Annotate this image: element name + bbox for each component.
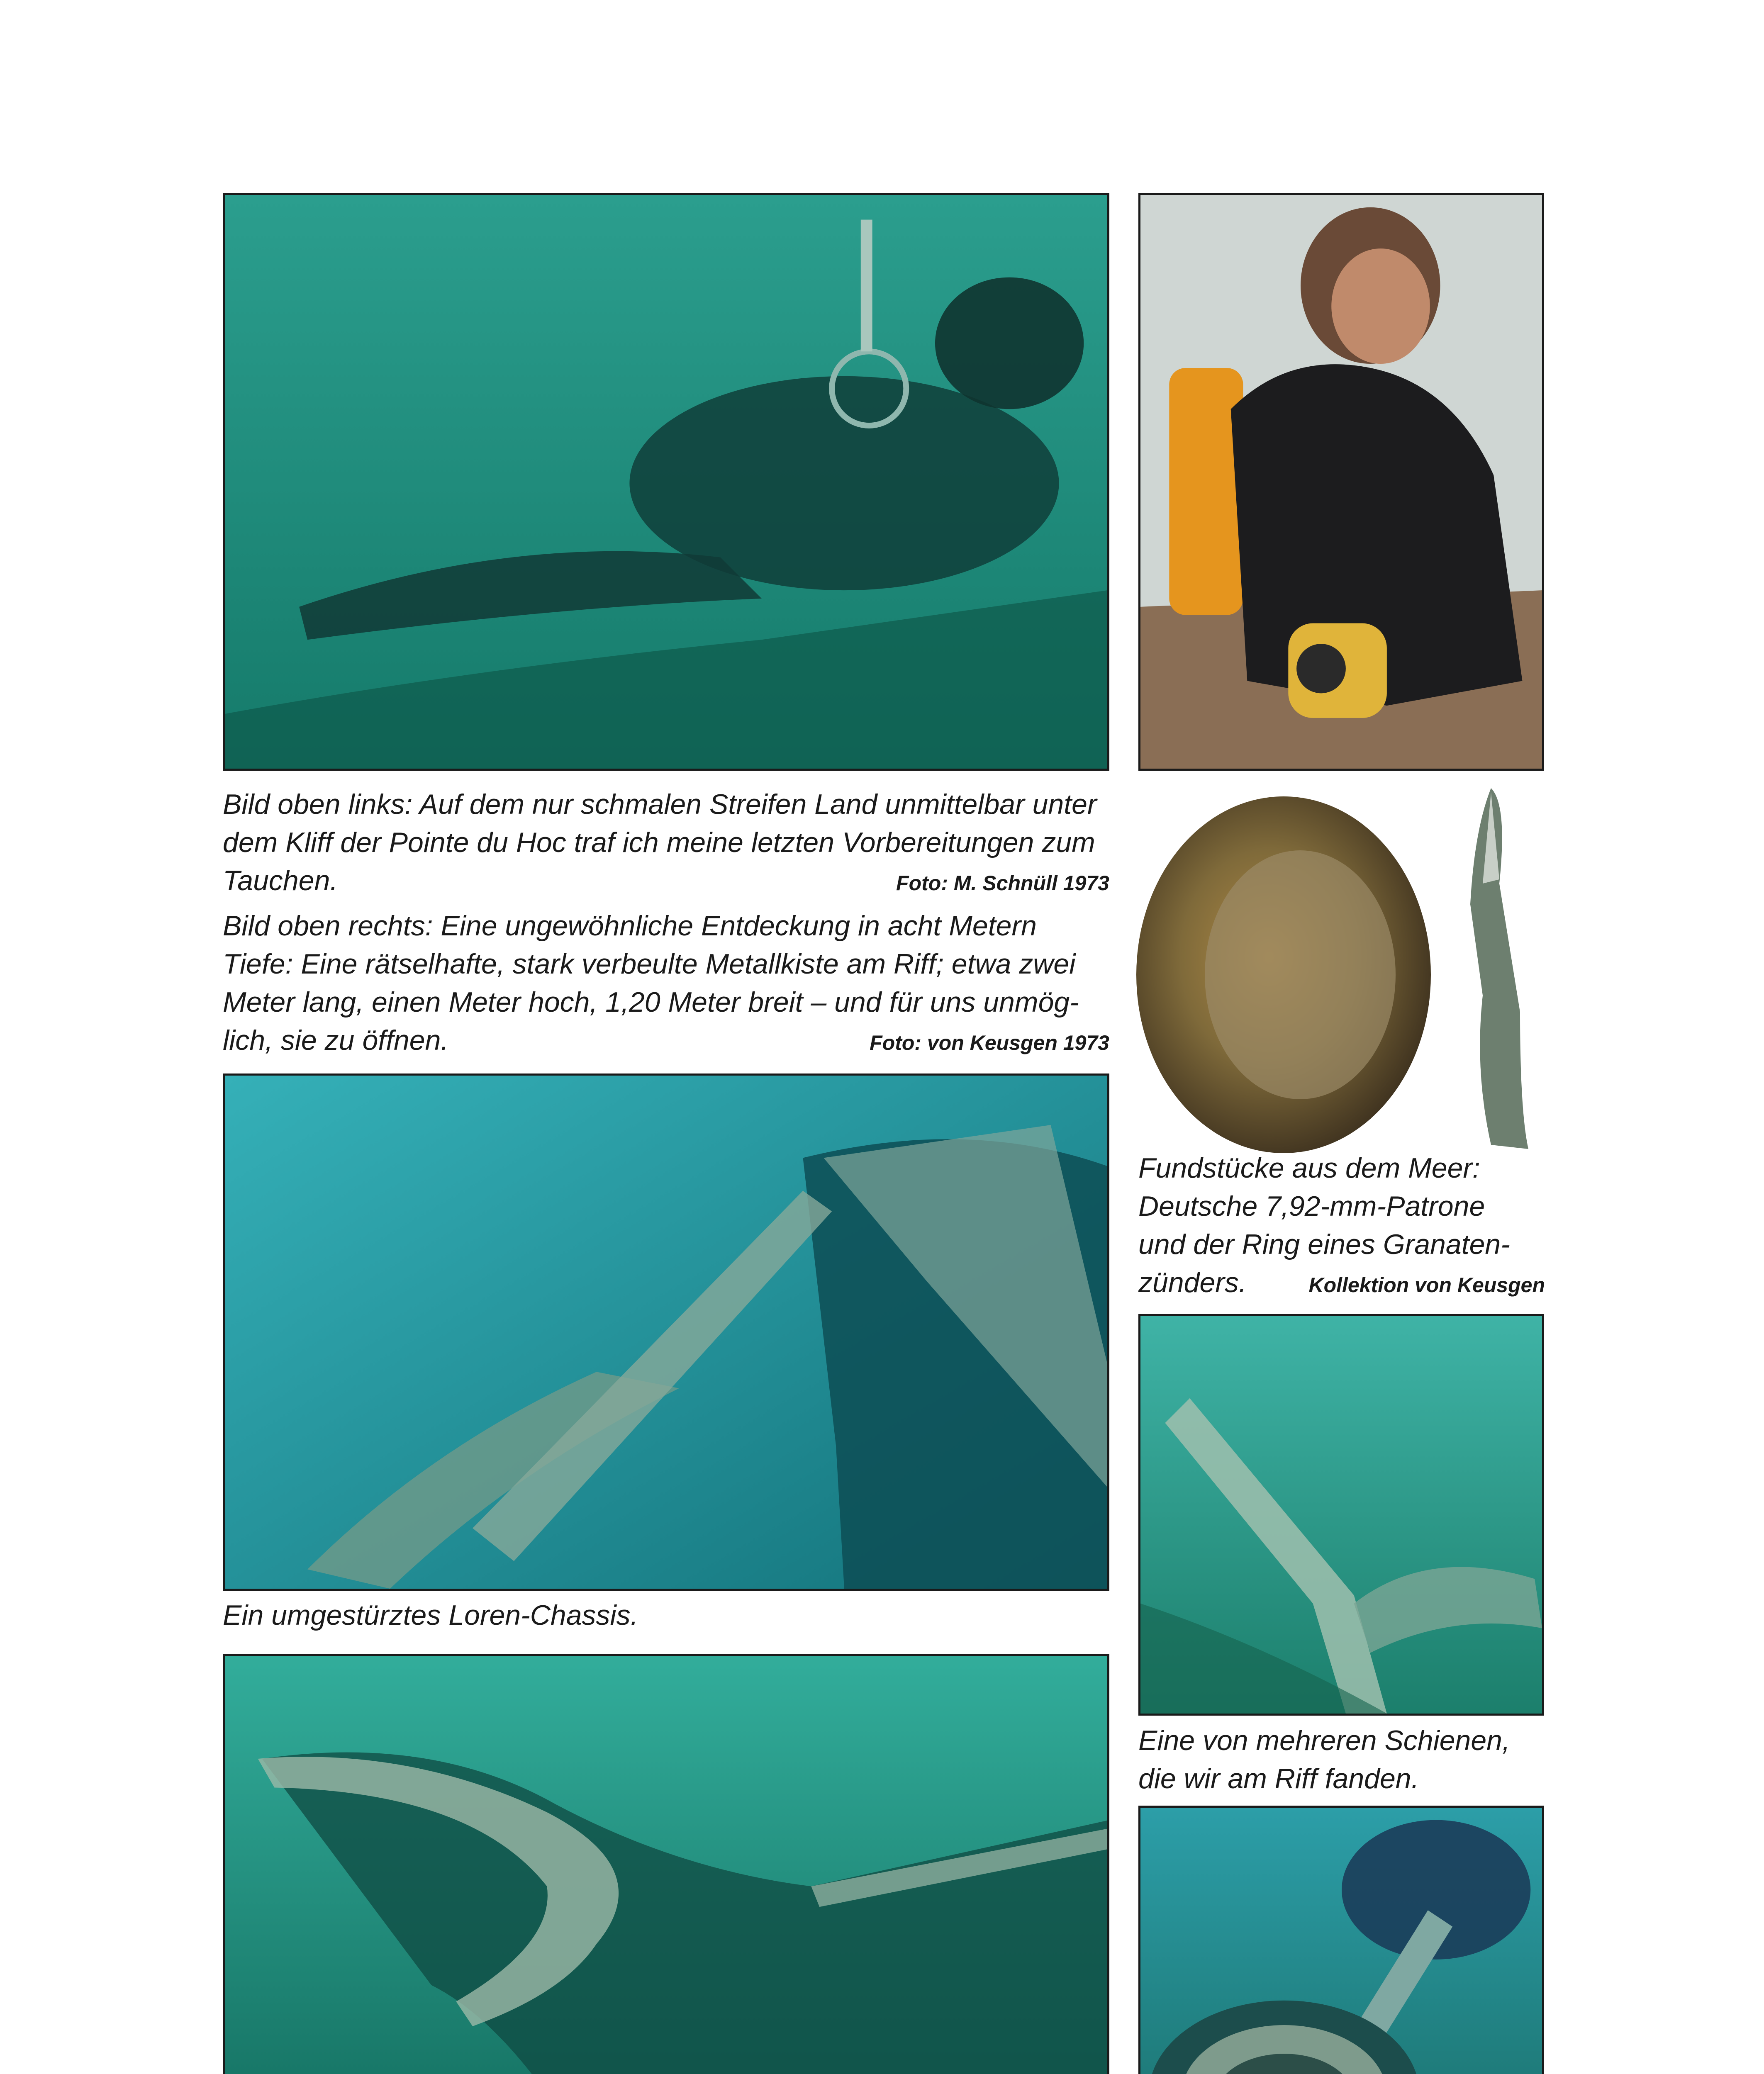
caption-chassis: Ein umgestürztes Loren-Chassis.	[223, 1599, 638, 1631]
caption-line: die wir am Riff fanden.	[1138, 1763, 1419, 1794]
caption-line: Fundstücke aus dem Meer:	[1138, 1152, 1480, 1184]
photo-credit: Kollektion von Keusgen	[1308, 1273, 1545, 1297]
caption-line: und der Ring eines Granaten-	[1138, 1229, 1510, 1260]
caption-line: Bild oben links: Auf dem nur schmalen Streifen Land unmittelbar unter	[223, 789, 1097, 820]
caption-line: Tauchen.	[223, 865, 338, 896]
caption-line: zünders.	[1138, 1267, 1247, 1298]
caption-rails	[1138, 1721, 1545, 1798]
caption-line: lich, sie zu öffnen.	[223, 1025, 449, 1056]
photo-credit: Foto: M. Schnüll 1973	[896, 871, 1109, 895]
caption-line: Eine von mehreren Schienen,	[1138, 1725, 1510, 1756]
caption-line: Tiefe: Eine rätselhafte, stark verbeulte Metallkiste am Riff; etwa zwei	[223, 948, 1076, 980]
caption-line: Deutsche 7,92-mm-Patrone	[1138, 1190, 1485, 1222]
caption-top-left	[223, 785, 1109, 902]
caption-line: Meter lang, einen Meter hoch, 1,20 Meter breit – und für uns unmög-	[223, 986, 1079, 1018]
caption-top-right	[223, 907, 1109, 1062]
caption-finds	[1138, 1149, 1545, 1304]
photo-rail	[1138, 1314, 1544, 1716]
photo-diver-on-land	[1138, 193, 1544, 771]
photo-diver-underwater	[223, 193, 1109, 771]
caption-line: Bild oben rechts: Eine ungewöhnliche Entdeckung in acht Metern	[223, 910, 1037, 942]
photo-bucket	[223, 1654, 1109, 2074]
photo-credit: Foto: von Keusgen 1973	[870, 1031, 1109, 1054]
photo-overturned-chassis	[223, 1074, 1109, 1591]
photo-finds-ring-and-cartridge	[1134, 780, 1549, 1161]
photo-axle	[1138, 1806, 1544, 2074]
caption-line: dem Kliff der Pointe du Hoc traf ich meine letzten Vorbereitungen zum	[223, 827, 1095, 858]
